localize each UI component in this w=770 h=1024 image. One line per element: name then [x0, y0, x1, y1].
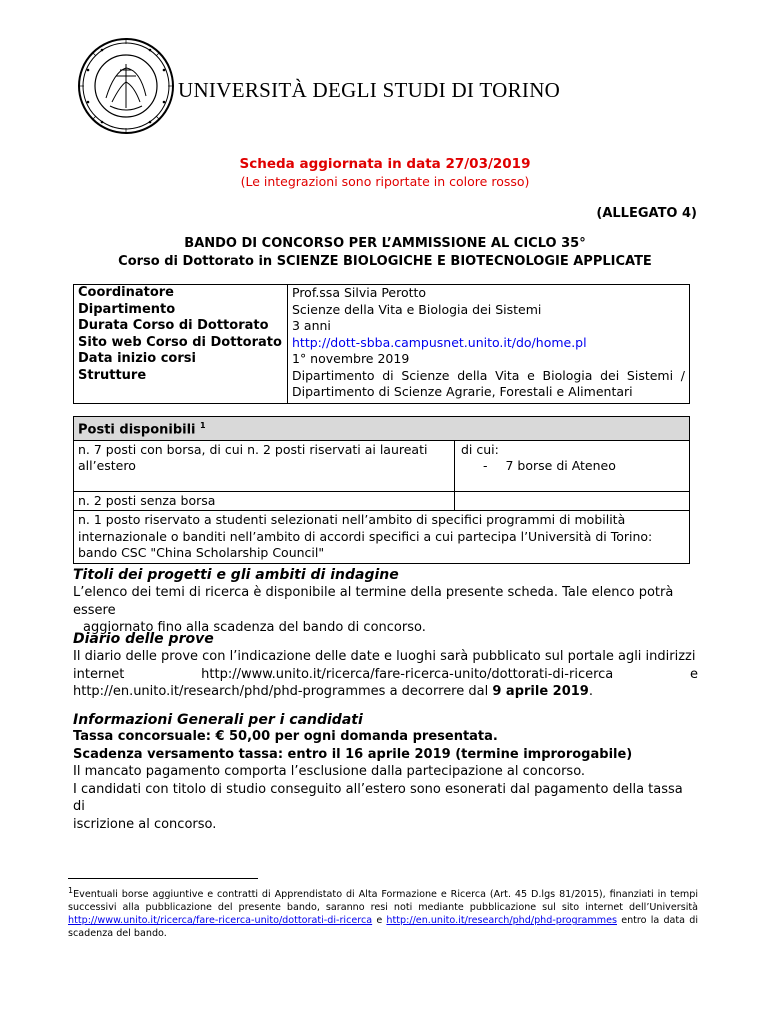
section-title-informazioni: Informazioni Generali per i candidati: [73, 712, 363, 728]
titoli-text: [73, 584, 698, 637]
informazioni-text: [73, 728, 698, 833]
info-label: Durata Corso di Dottorato: [74, 318, 288, 335]
course-website-link[interactable]: http://dott-sbba.campusnet.unito.it/do/home.pl: [292, 334, 587, 350]
table-row: [74, 335, 690, 352]
footnote-and: e: [376, 915, 383, 927]
candidati-line: iscrizione al concorso.: [73, 816, 217, 832]
info-value: Dipartimento di Scienze della Vita e Biologia dei Sistemi / Dipartimento di Scienze Agrarie, Forestali e Alimentari: [288, 368, 690, 404]
footnote-number: 1: [68, 886, 74, 895]
posti-di-cui: di cui:: [461, 441, 499, 457]
table-row: [74, 368, 690, 404]
course-title: Corso di Dottorato in SCIENZE BIOLOGICHE E BIOTECNOLOGIE APPLICATE: [118, 254, 652, 269]
posti-borse-ateneo: 7 borse di Ateneo: [505, 458, 616, 474]
posti-senza-borsa: n. 2 posti senza borsa: [74, 491, 455, 511]
table-row: [74, 302, 690, 319]
titoli-line: aggiornato fino alla scadenza del bando di concorso.: [83, 620, 426, 635]
tassa-line: Tassa concorsuale: € 50,00 per ogni domanda presentata.: [73, 729, 498, 744]
diario-end: .: [588, 684, 593, 699]
course-info-table: [73, 284, 690, 404]
diario-url-2: http://en.unito.it/research/phd/phd-programmes a decorrere dal: [73, 684, 489, 699]
info-label: Strutture: [74, 368, 288, 404]
allegato-label: (ALLEGATO 4): [596, 206, 697, 221]
table-row: [74, 351, 690, 368]
section-title-diario: Diario delle prove: [73, 631, 214, 647]
footnote-ref: 1: [200, 421, 206, 430]
info-label: Sito web Corso di Dottorato: [74, 335, 288, 352]
diario-url-1: http://www.unito.it/ricerca/fare-ricerca-unito/dottorati-di-ricerca: [201, 666, 614, 682]
list-bullet: -: [483, 458, 488, 474]
update-note: (Le integrazioni sono riportate in colore rosso): [240, 174, 530, 189]
info-value: Prof.ssa Silvia Perotto: [288, 285, 690, 302]
info-value: 3 anni: [288, 318, 690, 335]
posti-table: [73, 416, 690, 564]
posti-header: [74, 417, 690, 441]
info-label: Coordinatore: [74, 285, 288, 302]
footnote-link-1[interactable]: http://www.unito.it/ricerca/fare-ricerca-unito/dottorati-di-ricerca: [68, 915, 373, 927]
posti-header-label: Posti disponibili: [78, 422, 196, 438]
footnote-text-end: entro la data di scadenza del bando.: [68, 915, 698, 940]
info-label: Dipartimento: [74, 302, 288, 319]
info-label: Data inizio corsi: [74, 351, 288, 368]
empty-cell: [455, 491, 690, 511]
diario-text: [73, 648, 698, 701]
footnote-divider: [68, 878, 258, 879]
update-notice: Scheda aggiornata in data 27/03/2019: [239, 156, 531, 172]
diario-line: Il diario delle prove con l’indicazione delle date e luoghi sarà pubblicato sul portale agli indirizzi: [73, 649, 696, 664]
table-row: [74, 318, 690, 335]
posti-borsa: n. 7 posti con borsa, di cui n. 2 posti riservati ai laureati all’estero: [74, 440, 455, 491]
footnote-link-2[interactable]: http://en.unito.it/research/phd/phd-programmes: [386, 915, 617, 927]
titoli-line: L’elenco dei temi di ricerca è disponibile al termine della presente scheda. Tale elenco potrà essere: [73, 585, 674, 618]
diario-date: 9 aprile 2019: [492, 684, 589, 699]
mancato-line: Il mancato pagamento comporta l’esclusione dalla partecipazione al concorso.: [73, 764, 586, 779]
info-value: Scienze della Vita e Biologia dei Sistemi: [288, 302, 690, 319]
university-name: UNIVERSITÀ DEGLI STUDI DI TORINO: [178, 78, 561, 102]
section-title-titoli: Titoli dei progetti e gli ambiti di indagine: [73, 567, 399, 583]
bando-title: BANDO DI CONCORSO PER L’AMMISSIONE AL CICLO 35°: [184, 236, 586, 251]
diario-internet: internet: [73, 666, 125, 682]
diario-and: e: [690, 666, 698, 682]
posti-riservato: n. 1 posto riservato a studenti selezionati nell’ambito di specifici programmi di mobilità internazionale o banditi nell’ambito di accordi specifici a cui partecipa l’Università di Torino: bando CSC "China Scholarship Council": [74, 511, 690, 564]
info-value: 1° novembre 2019: [288, 351, 690, 368]
footnote: [68, 884, 698, 940]
candidati-line: I candidati con titolo di studio conseguito all’estero sono esonerati dal pagamento della tassa di: [73, 781, 683, 814]
university-seal-logo: [76, 36, 176, 136]
table-row: [74, 285, 690, 302]
footnote-text: Eventuali borse aggiuntive e contratti di Apprendistato di Alta Formazione e Ricerca (Art. 45 D.lgs 81/2015), finanziati in tempi successivi alla pubblicazione del presente bando, saranno resi noti mediante pubblicazione sul sito internet dell’Università: [68, 889, 698, 914]
posti-borsa-detail: [455, 440, 690, 491]
scadenza-line: Scadenza versamento tassa: entro il 16 aprile 2019 (termine improrogabile): [73, 746, 633, 762]
